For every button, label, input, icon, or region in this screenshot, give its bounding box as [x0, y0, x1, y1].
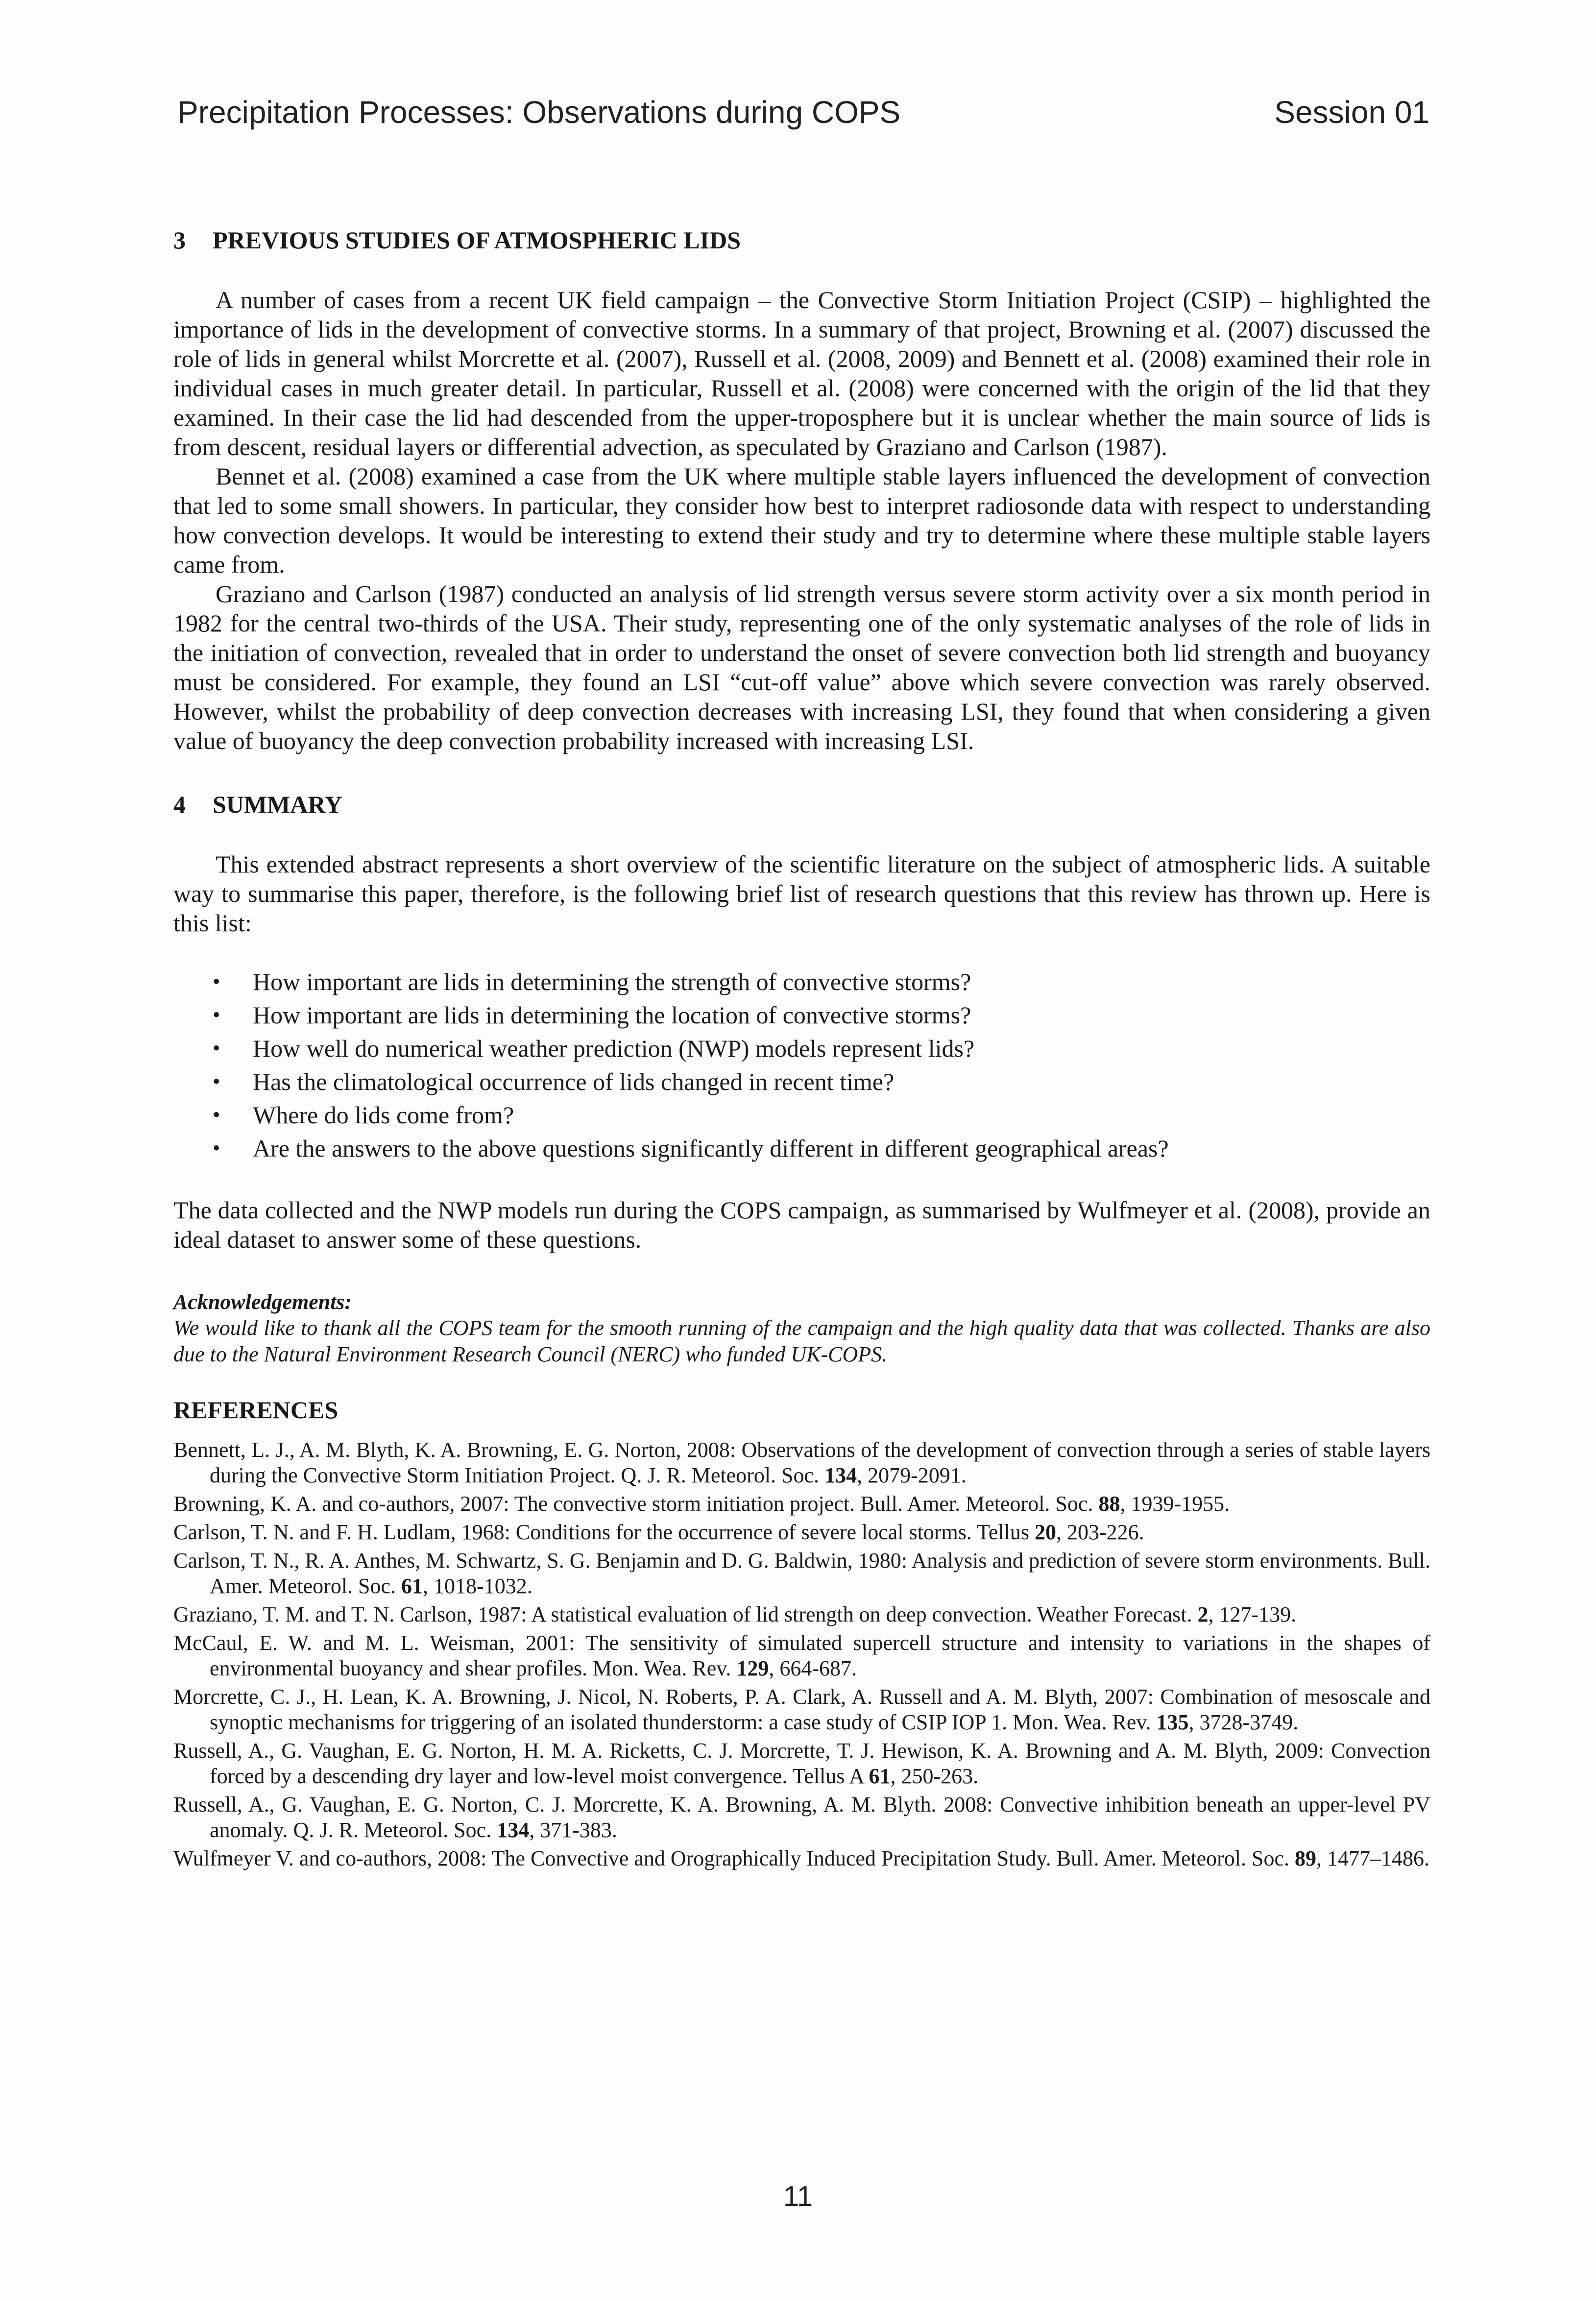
section-3-paragraph-1: A number of cases from a recent UK field campaign – the Convective Storm Initiation Project (CSIP) – highlighted the importance of lids in the development of convective storms. In a summary of that project, Browning et al. (2007) discussed the role of lids in general whilst Morcrette et al. (2007), Russell et al. (2008, 2009) and Bennett et al. (2008) examined their role in individual cases in much greater detail. In particular, Russell et al. (2008) were concerned with the origin of the lid that they examined. In their case the lid had descended from the upper-troposphere but it is unclear whether the main source of lids is from descent, residual layers or differential advection, as speculated by Graziano and Carlson (1987). [173, 286, 1430, 460]
reference-item: Graziano, T. M. and T. N. Carlson, 1987: A statistical evaluation of lid strength on deep convection. Weather Forecast. 2, 127-139. [173, 1602, 1297, 1626]
section-4-number: 4 [173, 791, 186, 818]
section-3-paragraph-3: Graziano and Carlson (1987) conducted an analysis of lid strength versus severe storm activity over a six month period in 1982 for the central two-thirds of the USA. Their study, representing one of the only systematic analyses of the role of lids in the initiation of convection, revealed that in order to understand the onset of severe convection both lid strength and buoyancy must be considered. For example, they found an LSI “cut-off value” above which severe convection was rarely observed. However, whilst the probability of deep convection decreases with increasing LSI, they found that when considering a given value of buoyancy the deep convection probability increased with increasing LSI. [173, 580, 1430, 754]
reference-item: Russell, A., G. Vaughan, E. G. Norton, C. J. Morcrette, K. A. Browning, A. M. Blyth. 2008: Convective inhibition beneath an upper-level PV anomaly. Q. J. R. Meteorol. Soc. 134, 371-383. [173, 1792, 1430, 1842]
list-item [213, 1065, 1430, 1098]
list-item [213, 1032, 1430, 1065]
main-content [173, 225, 1430, 1874]
reference-item: Wulfmeyer V. and co-authors, 2008: The Convective and Orographically Induced Precipitation Study. Bull. Amer. Meteorol. Soc. 89, 1477–1486. [173, 1846, 1430, 1870]
reference-item: Browning, K. A. and co-authors, 2007: The convective storm initiation project. Bull. Amer. Meteorol. Soc. 88, 1939-1955. [173, 1492, 1230, 1516]
list-item [213, 1098, 1430, 1132]
list-item-text: How important are lids in determining the strength of convective storms? [253, 968, 971, 995]
list-item-text: How important are lids in determining the location of convective storms? [253, 1001, 971, 1029]
reference-item: Carlson, T. N. and F. H. Ludlam, 1968: Conditions for the occurrence of severe local storms. Tellus 20, 203-226. [173, 1520, 1144, 1544]
acknowledgements-title: Acknowledgements: [173, 1290, 352, 1314]
list-item-text: How well do numerical weather prediction (NWP) models represent lids? [253, 1035, 975, 1062]
section-4-paragraph-1: This extended abstract represents a short overview of the scientific literature on the subject of atmospheric lids. A suitable way to summarise this paper, therefore, is the following brief list of research questions that this review has thrown up. Here is this list: [173, 850, 1430, 937]
section-3-title: PREVIOUS STUDIES OF ATMOSPHERIC LIDS [213, 226, 741, 254]
header-session: Session 01 [1274, 95, 1429, 130]
bullet-icon: • [213, 1103, 220, 1127]
bullet-icon: • [213, 1136, 220, 1160]
references-heading: REFERENCES [173, 1396, 339, 1424]
section-3-heading [173, 225, 1430, 255]
list-item [213, 965, 1430, 998]
running-header [177, 94, 1429, 138]
bullet-icon: • [213, 1003, 220, 1027]
research-questions-list [173, 965, 1430, 1165]
reference-item: Russell, A., G. Vaughan, E. G. Norton, H. M. A. Ricketts, C. J. Morcrette, T. J. Hewison, K. A. Browning and A. M. Blyth, 2009: Convection forced by a descending dry layer and low-level moist convergence. Tellus A 61, 250-263. [173, 1739, 1430, 1788]
section-4-heading [173, 790, 1430, 819]
bullet-icon: • [213, 1036, 220, 1060]
bullet-icon: • [213, 969, 220, 993]
list-item-text: Are the answers to the above questions significantly different in different geographical areas? [253, 1135, 1169, 1162]
section-3-number: 3 [173, 226, 186, 254]
reference-item: Carlson, T. N., R. A. Anthes, M. Schwartz, S. G. Benjamin and D. G. Baldwin, 1980: Analysis and prediction of severe storm environments. Bull. Amer. Meteorol. Soc. 61, 1018-1032. [173, 1549, 1430, 1598]
page-number: 11 [783, 2180, 813, 2212]
list-item-text: Where do lids come from? [253, 1101, 514, 1129]
list-item-text: Has the climatological occurrence of lids changed in recent time? [253, 1068, 895, 1095]
section-4-paragraph-2: The data collected and the NWP models run during the COPS campaign, as summarised by Wulfmeyer et al. (2008), provide an ideal dataset to answer some of these questions. [173, 1196, 1430, 1253]
bullet-icon: • [213, 1069, 220, 1093]
acknowledgements-body: We would like to thank all the COPS team for the smooth running of the campaign and the high quality data that was collected. Thanks are also due to the Natural Environment Research Council (NERC) who funded UK-COPS. [173, 1316, 1430, 1366]
reference-item: Bennett, L. J., A. M. Blyth, K. A. Browning, E. G. Norton, 2008: Observations of the development of convection through a series of stable layers during the Convective Storm Initiation Project. Q. J. R. Meteorol. Soc. 134, 2079-2091. [173, 1438, 1430, 1487]
section-3-paragraph-2: Bennet et al. (2008) examined a case from the UK where multiple stable layers influenced the development of convection that led to some small showers. In particular, they consider how best to interpret radiosonde data with respect to understanding how convection develops. It would be interesting to extend their study and try to determine where these multiple stable layers came from. [173, 462, 1430, 578]
list-item [213, 1132, 1430, 1165]
header-title: Precipitation Processes: Observations during COPS [177, 95, 901, 130]
list-item [213, 998, 1430, 1032]
reference-item: McCaul, E. W. and M. L. Weisman, 2001: The sensitivity of simulated supercell structure and intensity to variations in the shapes of environmental buoyancy and shear profiles. Mon. Wea. Rev. 129, 664-687. [173, 1631, 1430, 1680]
reference-item: Morcrette, C. J., H. Lean, K. A. Browning, J. Nicol, N. Roberts, P. A. Clark, A. Russell and A. M. Blyth, 2007: Combination of mesoscale and synoptic mechanisms for triggering of an isolated thunderstorm: a case study of CSIP IOP 1. Mon. Wea. Rev. 135, 3728-3749. [173, 1685, 1430, 1734]
section-4-title: SUMMARY [213, 791, 342, 818]
references-list [173, 1437, 1430, 1871]
